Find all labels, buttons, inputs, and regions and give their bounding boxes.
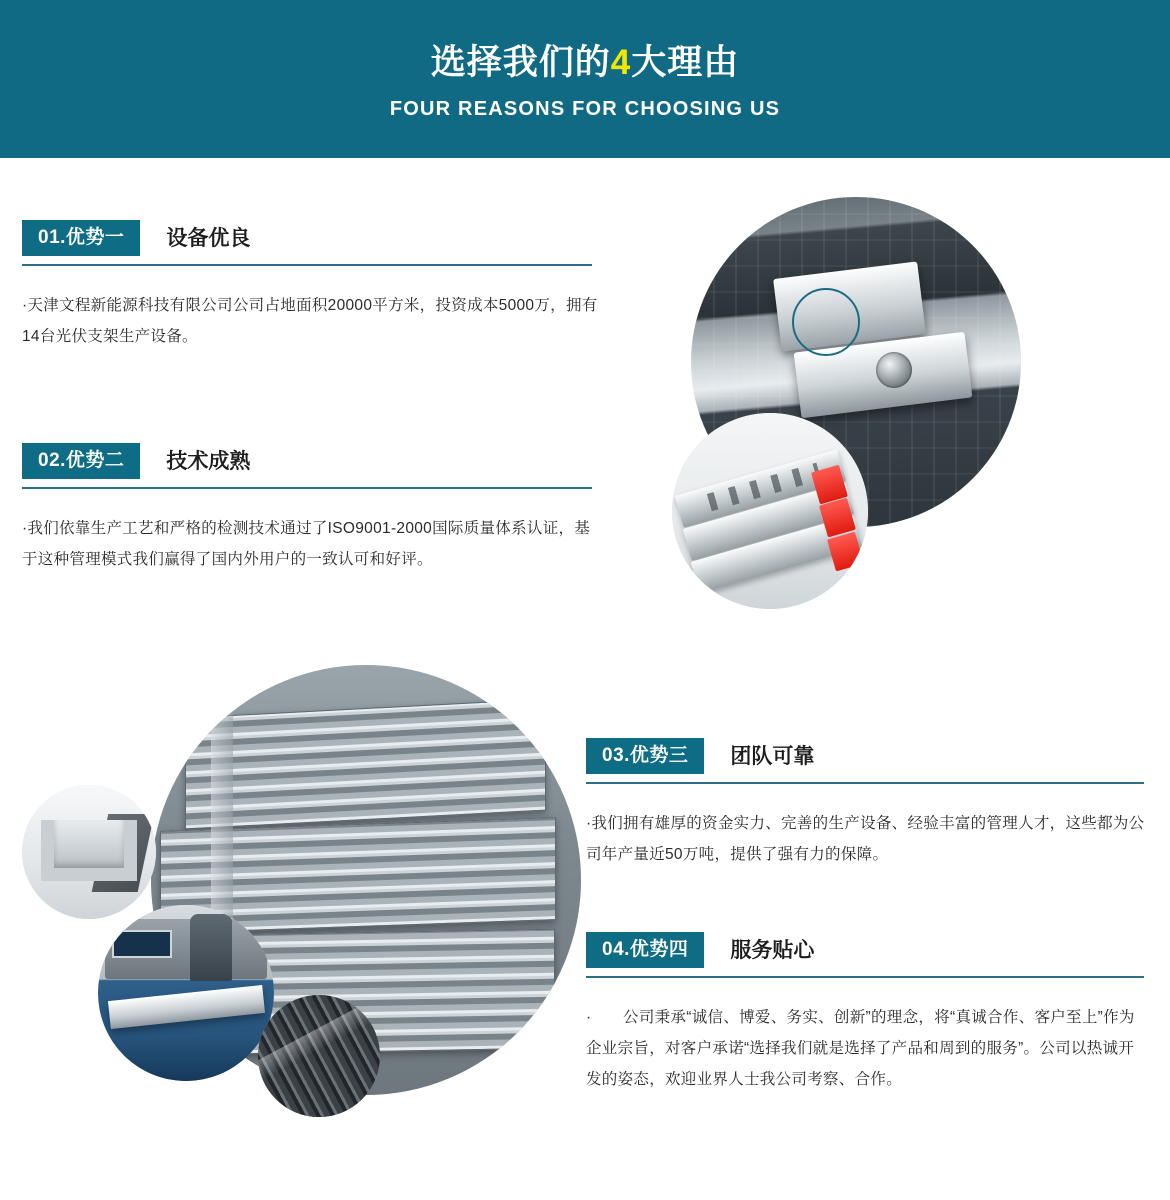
section-3-header: [586, 738, 1148, 774]
section-2-number-tag: 02.优势二: [22, 443, 140, 479]
u-channel-profile-photo: [22, 785, 156, 919]
section-4-title: 服务贴心: [730, 939, 815, 962]
advantage-section-2: [22, 443, 602, 575]
page-title-accent: 4: [610, 43, 632, 82]
section-2-rule: [22, 487, 592, 489]
section-1-title: 设备优良: [166, 227, 251, 250]
section-1-number-tag: 01.优势一: [22, 220, 140, 256]
section-2-title: 技术成熟: [166, 450, 251, 473]
section-1-rule: [22, 264, 592, 266]
decorative-ring: [792, 288, 860, 356]
roll-forming-machine-photo: [98, 905, 274, 1081]
section-1-header: [22, 220, 602, 256]
page-title: [0, 0, 1170, 83]
section-3-number-tag: 03.优势三: [586, 738, 704, 774]
advantage-section-1: [22, 220, 602, 352]
page-header: [0, 0, 1170, 158]
section-3-title: 团队可靠: [730, 745, 815, 768]
advantage-section-4: [586, 932, 1148, 1095]
section-1-body: ·天津文程新能源科技有限公司公司占地面积20000平方米，投资成本5000万，拥有14台光伏支架生产设备。: [22, 297, 598, 345]
section-4-number-tag: 04.优势四: [586, 932, 704, 968]
page-subtitle: FOUR REASONS FOR CHOOSING US: [389, 97, 781, 120]
section-4-header: [586, 932, 1148, 968]
page-title-suffix: 大理由: [631, 43, 740, 82]
section-3-rule: [586, 782, 1144, 784]
advantage-section-3: [586, 738, 1148, 870]
page-title-prefix: 选择我们的: [430, 43, 611, 82]
section-4-rule: [586, 976, 1144, 978]
section-3-body: ·我们拥有雄厚的资金实力、完善的生产设备、经验丰富的管理人才，这些都为公司年产量近50万吨，提供了强有力的保障。: [586, 815, 1145, 863]
steel-struts-red-tips-photo: [672, 413, 868, 609]
section-2-body: ·我们依靠生产工艺和严格的检测技术通过了ISO9001-2000国际质量体系认证，基于这种管理模式我们赢得了国内外用户的一致认可和好评。: [22, 520, 591, 568]
steel-section-bundle-photo: [258, 995, 380, 1117]
section-2-header: [22, 443, 602, 479]
section-4-body: · 公司秉承“诚信、博爱、务实、创新”的理念，将“真诚合作、客户至上”作为企业宗旨，对客户承诺“选择我们就是选择了产品和周到的服务”。公司以热诚开发的姿态，欢迎业界人士我公司考察、合作。: [586, 1009, 1135, 1088]
